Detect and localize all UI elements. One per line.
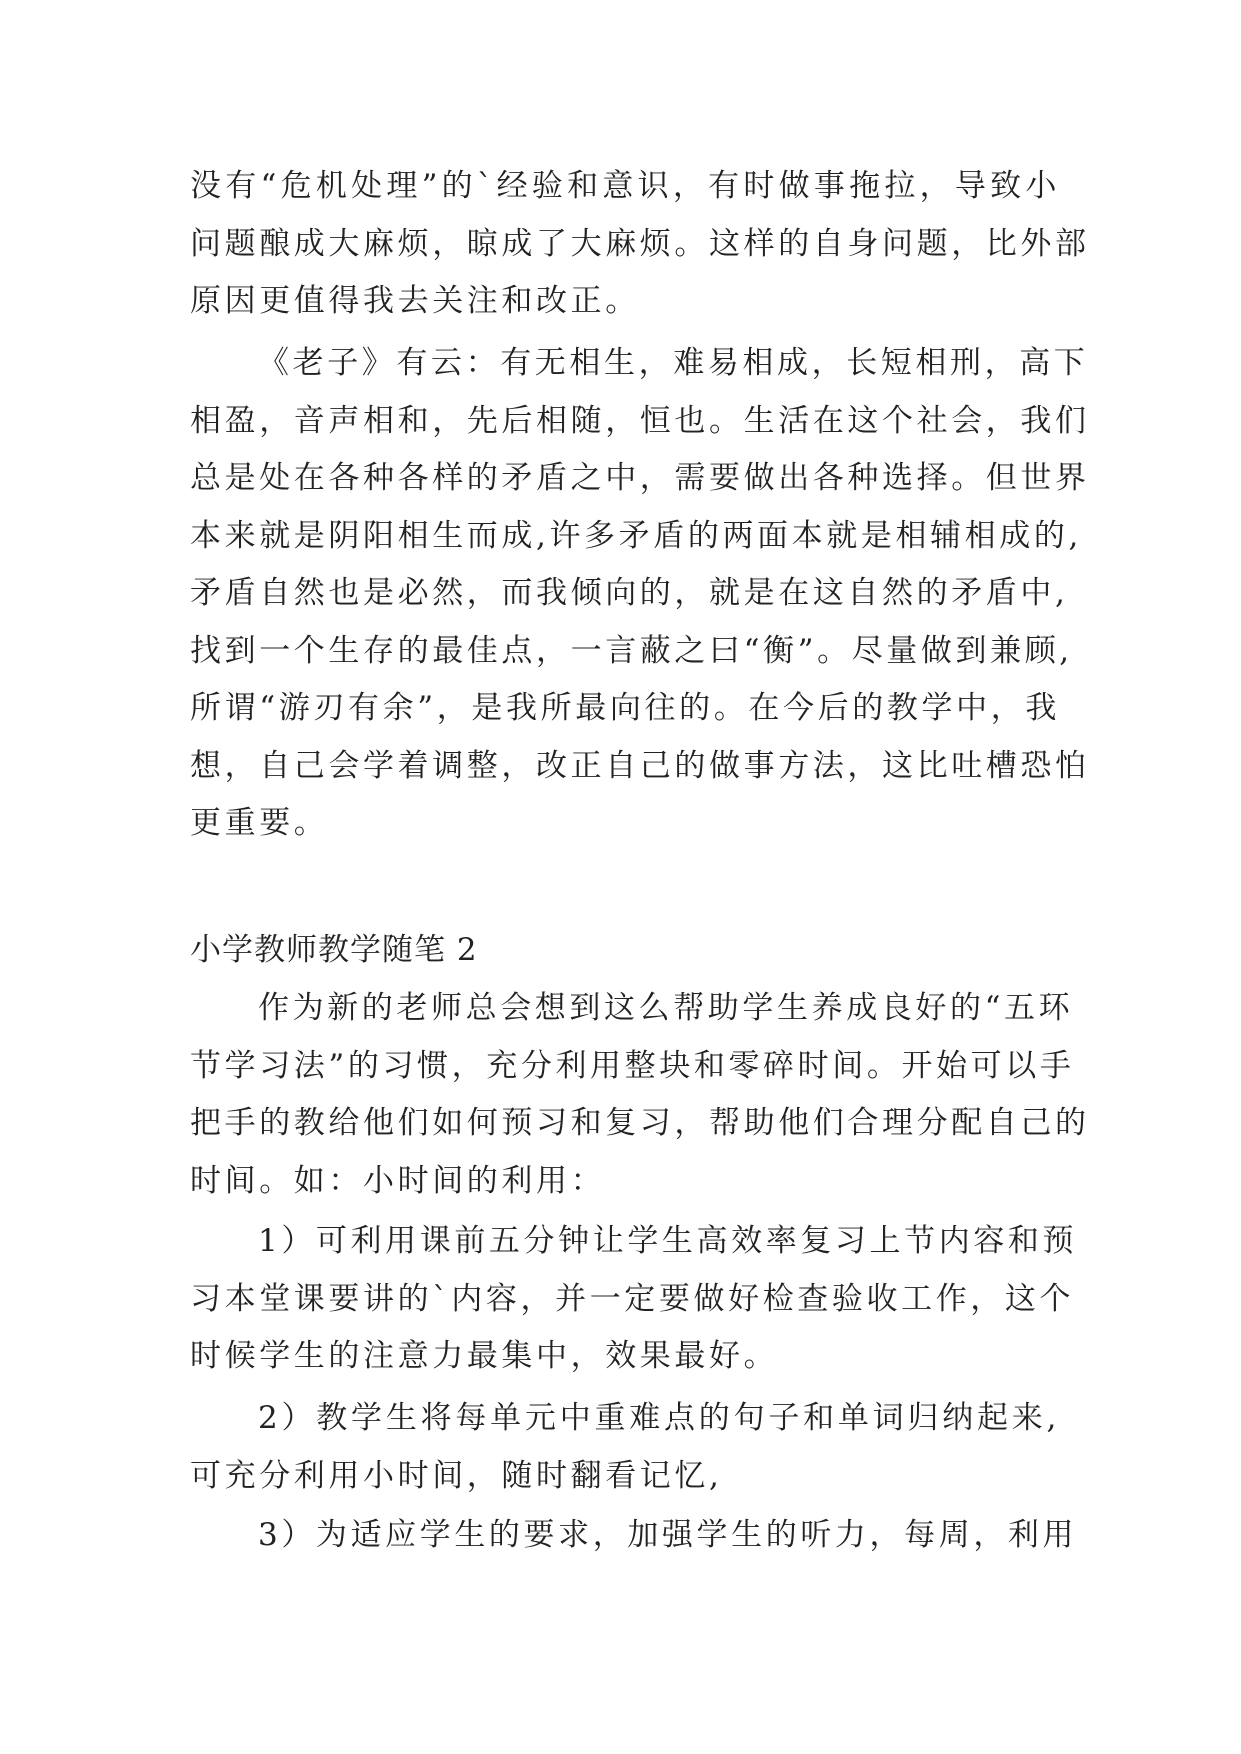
list-item-2 — [190, 1390, 1060, 1505]
text-line: 矛盾自然也是必然，而我倾向的，就是在这自然的矛盾中, — [190, 575, 1069, 611]
text-line: 《老子》有云：有无相生，难易相成，长短相刑，高下 — [258, 345, 1089, 381]
paragraph-laozi — [190, 335, 1090, 853]
paragraph-continuation — [190, 158, 1090, 331]
text-line: 原因更值得我去关注和改正。 — [190, 283, 640, 319]
text-line: 更重要。 — [190, 805, 329, 841]
text-line: 本来就是阴阳相生而成,许多矛盾的两面本就是相辅相成的, — [190, 517, 1082, 554]
text-line: 总是处在各种各样的矛盾之中，需要做出各种选择。但世界 — [190, 460, 1090, 496]
text-line: 把手的教给他们如何预习和复习，帮助他们合理分配自己的 — [190, 1105, 1090, 1141]
paragraph-intro — [190, 980, 1090, 1210]
text-line: 1）可利用课前五分钟让学生高效率复习上节内容和预 — [258, 1223, 1078, 1259]
section-heading: 小学教师教学随笔 2 — [190, 932, 478, 968]
text-line: 所谓“游刃有余”，是我所最向往的。在今后的教学中，我 — [190, 690, 1060, 726]
text-line: 作为新的老师总会想到这么帮助学生养成良好的“五环 — [258, 990, 1074, 1026]
text-line: 想，自己会学着调整，改正自己的做事方法，这比吐槽恐怕 — [190, 747, 1090, 784]
list-item-3 — [190, 1507, 1078, 1565]
text-line: 时间。如：小时间的利用： — [190, 1162, 606, 1199]
text-line: 3）为适应学生的要求，加强学生的听力，每周，利用 — [258, 1517, 1078, 1553]
text-line: 习本堂课要讲的`内容，并一定要做好检查验收工作，这个 — [190, 1280, 1075, 1317]
text-line: 问题酿成大麻烦，晾成了大麻烦。这样的自身问题，比外部 — [190, 225, 1090, 262]
text-line: 2）教学生将每单元中重难点的句子和单词归纳起来, — [258, 1400, 1060, 1436]
text-line: 没有“危机处理”的`经验和意识，有时做事拖拉，导致小 — [190, 168, 1060, 204]
text-line: 找到一个生存的最佳点，一言蔽之曰“衡”。尽量做到兼顾, — [190, 632, 1073, 669]
list-item-1 — [190, 1213, 1078, 1386]
text-line: 可充分利用小时间，随时翻看记忆, — [190, 1457, 723, 1494]
text-line: 节学习法”的习惯，充分利用整块和零碎时间。开始可以手 — [190, 1047, 1075, 1084]
text-line: 时候学生的注意力最集中，效果最好。 — [190, 1338, 779, 1374]
text-line: 相盈，音声相和，先后相随，恒也。生活在这个社会，我们 — [190, 402, 1090, 439]
